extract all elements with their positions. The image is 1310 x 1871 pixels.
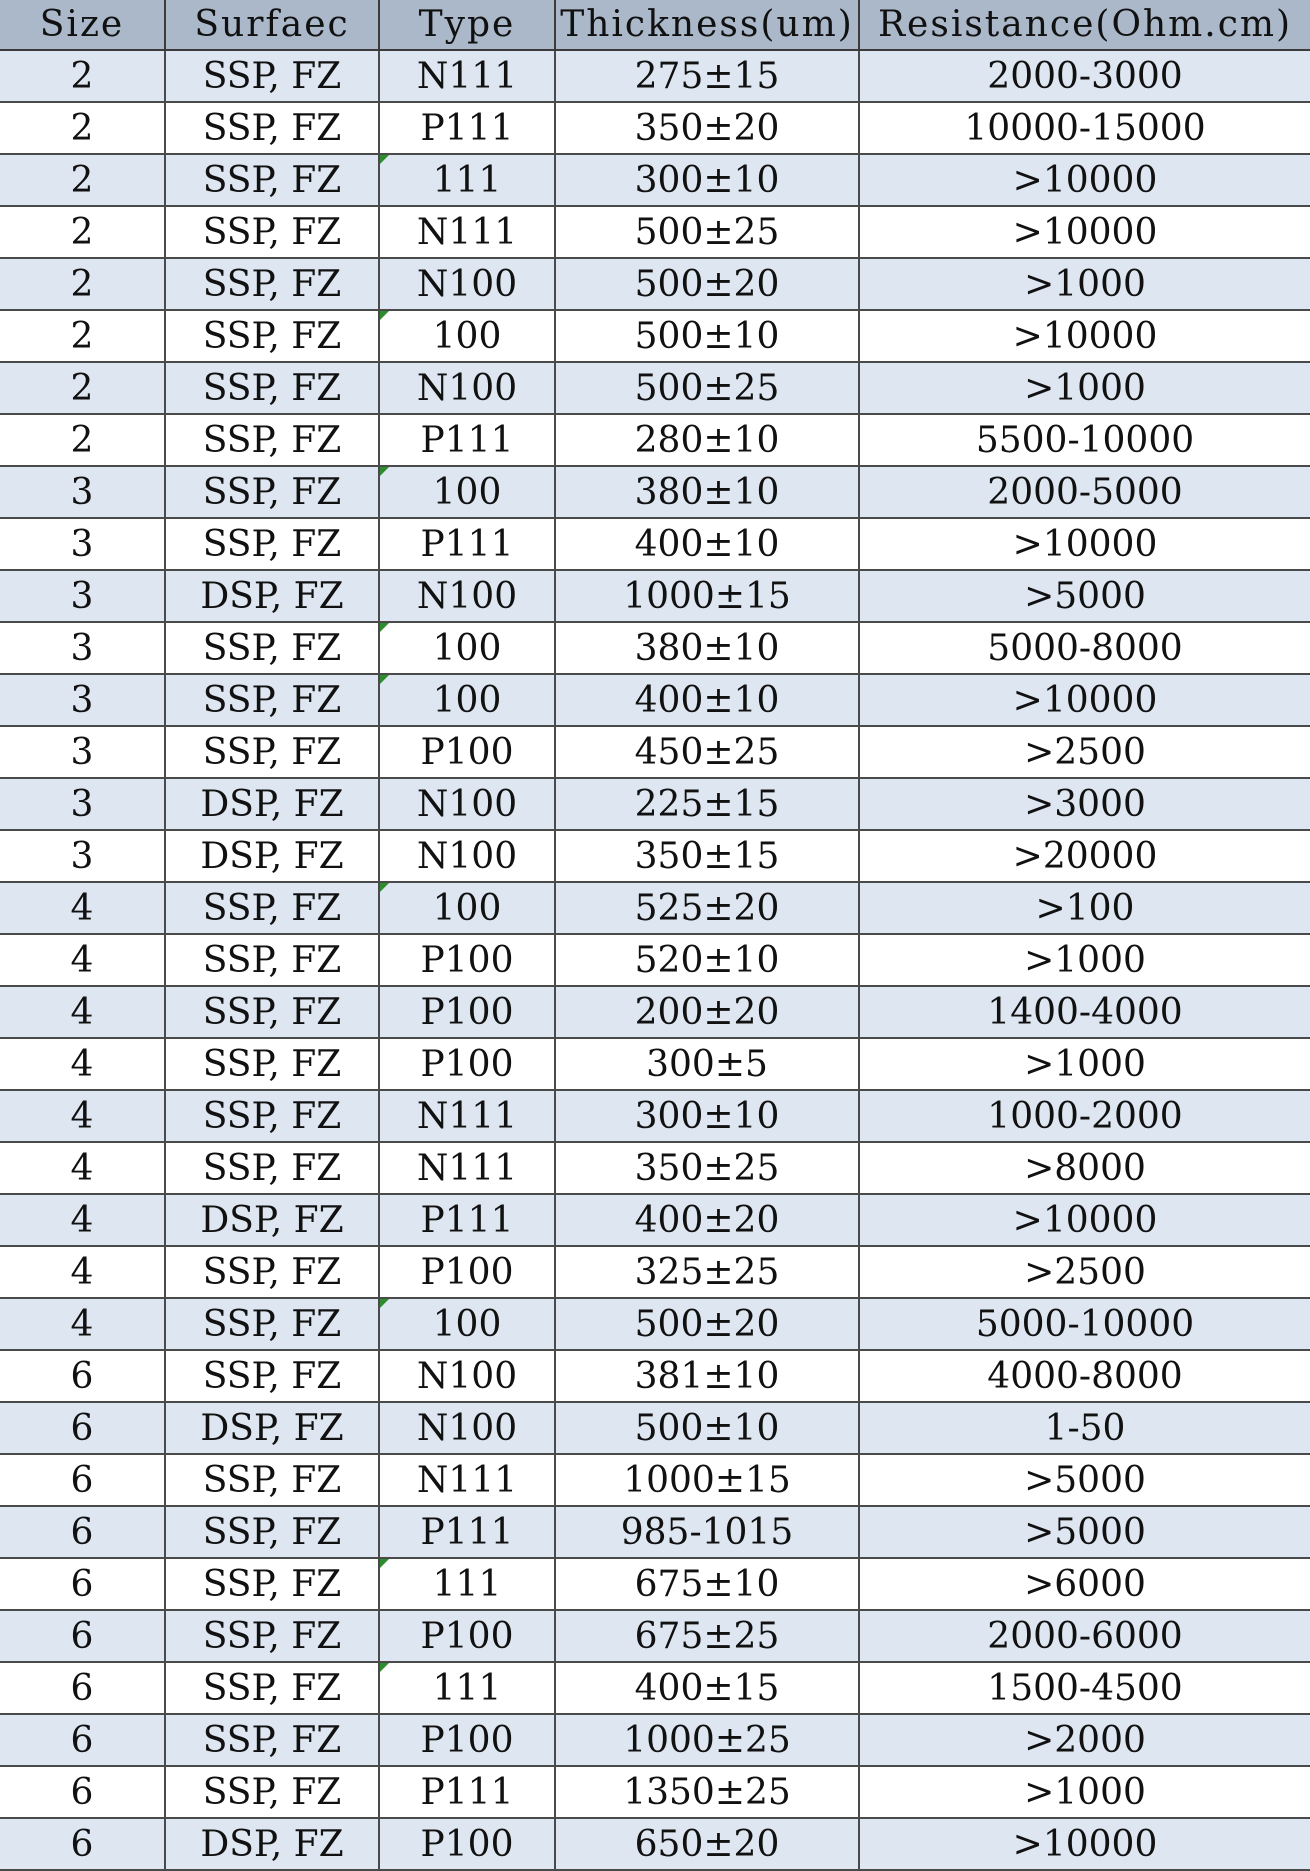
cell-resistance[interactable]: >10000 <box>859 206 1310 258</box>
cell-thickness[interactable]: 1350±25 <box>555 1766 859 1818</box>
cell-size[interactable]: 2 <box>0 154 165 206</box>
cell-surface[interactable]: DSP, FZ <box>165 778 379 830</box>
cell-resistance[interactable]: >8000 <box>859 1142 1310 1194</box>
cell-resistance[interactable]: >2500 <box>859 1246 1310 1298</box>
cell-size[interactable]: 3 <box>0 518 165 570</box>
cell-thickness[interactable]: 225±15 <box>555 778 859 830</box>
cell-thickness[interactable]: 525±20 <box>555 882 859 934</box>
table-row <box>0 50 1310 102</box>
cell-type[interactable]: N111 <box>379 206 555 258</box>
table-row <box>0 1142 1310 1194</box>
cell-size[interactable]: 6 <box>0 1402 165 1454</box>
cell-surface[interactable]: SSP, FZ <box>165 154 379 206</box>
cell-type[interactable]: P100 <box>379 934 555 986</box>
cell-resistance[interactable]: >10000 <box>859 518 1310 570</box>
cell-thickness[interactable]: 450±25 <box>555 726 859 778</box>
cell-type[interactable]: 100 <box>379 1298 555 1350</box>
cell-thickness[interactable]: 400±10 <box>555 518 859 570</box>
cell-resistance[interactable]: 2000-3000 <box>859 50 1310 102</box>
cell-type[interactable]: 100 <box>379 466 555 518</box>
cell-type[interactable]: P111 <box>379 102 555 154</box>
table-row <box>0 1298 1310 1350</box>
table-row <box>0 1402 1310 1454</box>
cell-resistance[interactable]: >3000 <box>859 778 1310 830</box>
cell-size[interactable]: 3 <box>0 570 165 622</box>
cell-resistance[interactable]: >2000 <box>859 1714 1310 1766</box>
cell-size[interactable]: 6 <box>0 1454 165 1506</box>
cell-surface[interactable]: DSP, FZ <box>165 1194 379 1246</box>
cell-type[interactable]: P100 <box>379 1246 555 1298</box>
table-row <box>0 622 1310 674</box>
cell-surface[interactable]: SSP, FZ <box>165 102 379 154</box>
cell-size[interactable]: 4 <box>0 1194 165 1246</box>
table-row <box>0 362 1310 414</box>
cell-resistance[interactable]: 10000-15000 <box>859 102 1310 154</box>
table-row <box>0 1506 1310 1558</box>
cell-type[interactable]: N100 <box>379 362 555 414</box>
cell-size[interactable]: 3 <box>0 466 165 518</box>
cell-type[interactable]: N111 <box>379 50 555 102</box>
cell-size[interactable]: 2 <box>0 206 165 258</box>
cell-surface[interactable]: SSP, FZ <box>165 1454 379 1506</box>
cell-type[interactable]: P100 <box>379 1038 555 1090</box>
header-size[interactable]: Size <box>0 0 165 50</box>
table-row <box>0 1194 1310 1246</box>
cell-resistance[interactable]: >10000 <box>859 1818 1310 1870</box>
cell-surface[interactable]: SSP, FZ <box>165 1662 379 1714</box>
cell-thickness[interactable]: 325±25 <box>555 1246 859 1298</box>
cell-thickness[interactable]: 500±10 <box>555 1402 859 1454</box>
cell-surface[interactable]: SSP, FZ <box>165 518 379 570</box>
cell-size[interactable]: 3 <box>0 830 165 882</box>
table-row <box>0 102 1310 154</box>
cell-type[interactable]: 100 <box>379 310 555 362</box>
cell-size[interactable]: 2 <box>0 102 165 154</box>
cell-type[interactable]: 111 <box>379 1662 555 1714</box>
cell-thickness[interactable]: 300±10 <box>555 154 859 206</box>
cell-thickness[interactable]: 675±10 <box>555 1558 859 1610</box>
cell-resistance[interactable]: 5000-8000 <box>859 622 1310 674</box>
cell-thickness[interactable]: 381±10 <box>555 1350 859 1402</box>
table-row <box>0 1662 1310 1714</box>
cell-size[interactable]: 2 <box>0 258 165 310</box>
cell-type[interactable]: P100 <box>379 986 555 1038</box>
cell-thickness[interactable]: 500±25 <box>555 362 859 414</box>
table-row <box>0 726 1310 778</box>
cell-thickness[interactable]: 350±25 <box>555 1142 859 1194</box>
cell-surface[interactable]: SSP, FZ <box>165 1038 379 1090</box>
cell-thickness[interactable]: 650±20 <box>555 1818 859 1870</box>
cell-type[interactable]: N100 <box>379 778 555 830</box>
cell-surface[interactable]: SSP, FZ <box>165 466 379 518</box>
cell-resistance[interactable]: >5000 <box>859 1506 1310 1558</box>
cell-resistance[interactable]: 4000-8000 <box>859 1350 1310 1402</box>
cell-surface[interactable]: DSP, FZ <box>165 1402 379 1454</box>
cell-surface[interactable]: SSP, FZ <box>165 726 379 778</box>
cell-size[interactable]: 2 <box>0 50 165 102</box>
cell-size[interactable]: 6 <box>0 1662 165 1714</box>
cell-thickness[interactable]: 380±10 <box>555 466 859 518</box>
cell-size[interactable]: 6 <box>0 1610 165 1662</box>
cell-surface[interactable]: SSP, FZ <box>165 986 379 1038</box>
cell-thickness[interactable]: 275±15 <box>555 50 859 102</box>
cell-thickness[interactable]: 675±25 <box>555 1610 859 1662</box>
cell-resistance[interactable]: 1-50 <box>859 1402 1310 1454</box>
cell-surface[interactable]: SSP, FZ <box>165 362 379 414</box>
table-row <box>0 674 1310 726</box>
table-row <box>0 1350 1310 1402</box>
cell-type[interactable]: N100 <box>379 570 555 622</box>
cell-type[interactable]: N111 <box>379 1090 555 1142</box>
cell-resistance[interactable]: >1000 <box>859 258 1310 310</box>
table-row <box>0 570 1310 622</box>
cell-size[interactable]: 2 <box>0 414 165 466</box>
cell-size[interactable]: 6 <box>0 1818 165 1870</box>
table-row <box>0 882 1310 934</box>
cell-type[interactable]: 100 <box>379 882 555 934</box>
cell-thickness[interactable]: 350±20 <box>555 102 859 154</box>
cell-resistance[interactable]: >10000 <box>859 310 1310 362</box>
cell-size[interactable]: 4 <box>0 1246 165 1298</box>
table-row <box>0 1714 1310 1766</box>
cell-surface[interactable]: SSP, FZ <box>165 1714 379 1766</box>
cell-type[interactable]: N100 <box>379 258 555 310</box>
table-row <box>0 1818 1310 1870</box>
cell-resistance[interactable]: >1000 <box>859 934 1310 986</box>
cell-resistance[interactable]: >2500 <box>859 726 1310 778</box>
cell-size[interactable]: 6 <box>0 1350 165 1402</box>
cell-type[interactable]: P100 <box>379 726 555 778</box>
cell-size[interactable]: 6 <box>0 1714 165 1766</box>
cell-surface[interactable]: SSP, FZ <box>165 934 379 986</box>
cell-thickness[interactable]: 1000±25 <box>555 1714 859 1766</box>
cell-size[interactable]: 6 <box>0 1558 165 1610</box>
table-row <box>0 1558 1310 1610</box>
cell-type[interactable]: P111 <box>379 1506 555 1558</box>
cell-thickness[interactable]: 300±10 <box>555 1090 859 1142</box>
cell-resistance[interactable]: 2000-6000 <box>859 1610 1310 1662</box>
cell-thickness[interactable]: 1000±15 <box>555 1454 859 1506</box>
cell-size[interactable]: 3 <box>0 622 165 674</box>
cell-size[interactable]: 4 <box>0 882 165 934</box>
cell-size[interactable]: 3 <box>0 726 165 778</box>
cell-surface[interactable]: SSP, FZ <box>165 1506 379 1558</box>
cell-resistance[interactable]: 5500-10000 <box>859 414 1310 466</box>
cell-thickness[interactable]: 500±20 <box>555 258 859 310</box>
table-row <box>0 518 1310 570</box>
cell-size[interactable]: 4 <box>0 1298 165 1350</box>
cell-type[interactable]: P100 <box>379 1610 555 1662</box>
cell-surface[interactable]: DSP, FZ <box>165 1818 379 1870</box>
cell-type[interactable]: N111 <box>379 1142 555 1194</box>
header-row <box>0 0 1310 50</box>
cell-resistance[interactable]: >1000 <box>859 362 1310 414</box>
cell-type[interactable]: P100 <box>379 1818 555 1870</box>
table-row <box>0 1090 1310 1142</box>
cell-surface[interactable]: SSP, FZ <box>165 1298 379 1350</box>
cell-resistance[interactable]: 2000-5000 <box>859 466 1310 518</box>
table-body <box>0 50 1310 1870</box>
table-row <box>0 310 1310 362</box>
cell-type[interactable]: N100 <box>379 1350 555 1402</box>
cell-resistance[interactable]: >10000 <box>859 154 1310 206</box>
cell-resistance[interactable]: 1000-2000 <box>859 1090 1310 1142</box>
cell-thickness[interactable]: 280±10 <box>555 414 859 466</box>
header-type[interactable]: Type <box>379 0 555 50</box>
cell-surface[interactable]: SSP, FZ <box>165 414 379 466</box>
table-row <box>0 986 1310 1038</box>
table-row <box>0 258 1310 310</box>
table-row <box>0 1610 1310 1662</box>
cell-size[interactable]: 4 <box>0 1142 165 1194</box>
cell-resistance[interactable]: >10000 <box>859 1194 1310 1246</box>
cell-surface[interactable]: SSP, FZ <box>165 1558 379 1610</box>
cell-resistance[interactable]: >1000 <box>859 1766 1310 1818</box>
cell-surface[interactable]: SSP, FZ <box>165 206 379 258</box>
cell-type[interactable]: P111 <box>379 414 555 466</box>
cell-surface[interactable]: SSP, FZ <box>165 1090 379 1142</box>
cell-type[interactable]: 100 <box>379 674 555 726</box>
header-thickness[interactable]: Thickness(um) <box>555 0 859 50</box>
cell-surface[interactable]: SSP, FZ <box>165 310 379 362</box>
cell-thickness[interactable]: 500±10 <box>555 310 859 362</box>
cell-resistance[interactable]: 1500-4500 <box>859 1662 1310 1714</box>
table-row <box>0 1038 1310 1090</box>
cell-thickness[interactable]: 380±10 <box>555 622 859 674</box>
table-row <box>0 206 1310 258</box>
table-row <box>0 1454 1310 1506</box>
cell-type[interactable]: P111 <box>379 1194 555 1246</box>
cell-surface[interactable]: DSP, FZ <box>165 570 379 622</box>
cell-type[interactable]: 111 <box>379 154 555 206</box>
cell-size[interactable]: 2 <box>0 310 165 362</box>
cell-size[interactable]: 4 <box>0 934 165 986</box>
table-row <box>0 1246 1310 1298</box>
cell-size[interactable]: 2 <box>0 362 165 414</box>
cell-resistance[interactable]: >20000 <box>859 830 1310 882</box>
cell-thickness[interactable]: 1000±15 <box>555 570 859 622</box>
cell-type[interactable]: N111 <box>379 1454 555 1506</box>
cell-type[interactable]: 111 <box>379 1558 555 1610</box>
cell-thickness[interactable]: 400±15 <box>555 1662 859 1714</box>
cell-type[interactable]: P111 <box>379 518 555 570</box>
cell-resistance[interactable]: >6000 <box>859 1558 1310 1610</box>
cell-resistance[interactable]: >5000 <box>859 570 1310 622</box>
cell-surface[interactable]: SSP, FZ <box>165 1610 379 1662</box>
cell-size[interactable]: 4 <box>0 1090 165 1142</box>
cell-surface[interactable]: SSP, FZ <box>165 882 379 934</box>
cell-thickness[interactable]: 300±5 <box>555 1038 859 1090</box>
cell-resistance[interactable]: 5000-10000 <box>859 1298 1310 1350</box>
cell-type[interactable]: P111 <box>379 1766 555 1818</box>
table-row <box>0 466 1310 518</box>
table-row <box>0 830 1310 882</box>
cell-thickness[interactable]: 200±20 <box>555 986 859 1038</box>
cell-type[interactable]: P100 <box>379 1714 555 1766</box>
cell-size[interactable]: 3 <box>0 674 165 726</box>
table-row <box>0 934 1310 986</box>
cell-surface[interactable]: SSP, FZ <box>165 258 379 310</box>
cell-resistance[interactable]: >5000 <box>859 1454 1310 1506</box>
cell-resistance[interactable]: 1400-4000 <box>859 986 1310 1038</box>
cell-size[interactable]: 3 <box>0 778 165 830</box>
cell-type[interactable]: N100 <box>379 830 555 882</box>
cell-thickness[interactable]: 350±15 <box>555 830 859 882</box>
cell-size[interactable]: 4 <box>0 1038 165 1090</box>
cell-thickness[interactable]: 500±20 <box>555 1298 859 1350</box>
cell-thickness[interactable]: 500±25 <box>555 206 859 258</box>
cell-surface[interactable]: DSP, FZ <box>165 830 379 882</box>
cell-surface[interactable]: SSP, FZ <box>165 1350 379 1402</box>
cell-thickness[interactable]: 520±10 <box>555 934 859 986</box>
cell-thickness[interactable]: 400±10 <box>555 674 859 726</box>
header-surface[interactable]: Surfaec <box>165 0 379 50</box>
cell-surface[interactable]: SSP, FZ <box>165 1246 379 1298</box>
cell-surface[interactable]: SSP, FZ <box>165 1142 379 1194</box>
table-row <box>0 778 1310 830</box>
cell-resistance[interactable]: >100 <box>859 882 1310 934</box>
table-row <box>0 1766 1310 1818</box>
cell-type[interactable]: N100 <box>379 1402 555 1454</box>
cell-thickness[interactable]: 985-1015 <box>555 1506 859 1558</box>
cell-resistance[interactable]: >10000 <box>859 674 1310 726</box>
table-row <box>0 154 1310 206</box>
table-row <box>0 414 1310 466</box>
cell-thickness[interactable]: 400±20 <box>555 1194 859 1246</box>
cell-size[interactable]: 4 <box>0 986 165 1038</box>
cell-resistance[interactable]: >1000 <box>859 1038 1310 1090</box>
cell-surface[interactable]: SSP, FZ <box>165 50 379 102</box>
cell-surface[interactable]: SSP, FZ <box>165 1766 379 1818</box>
cell-size[interactable]: 6 <box>0 1766 165 1818</box>
cell-surface[interactable]: SSP, FZ <box>165 674 379 726</box>
cell-type[interactable]: 100 <box>379 622 555 674</box>
cell-surface[interactable]: SSP, FZ <box>165 622 379 674</box>
cell-size[interactable]: 6 <box>0 1506 165 1558</box>
header-resistance[interactable]: Resistance(Ohm.cm) <box>859 0 1310 50</box>
